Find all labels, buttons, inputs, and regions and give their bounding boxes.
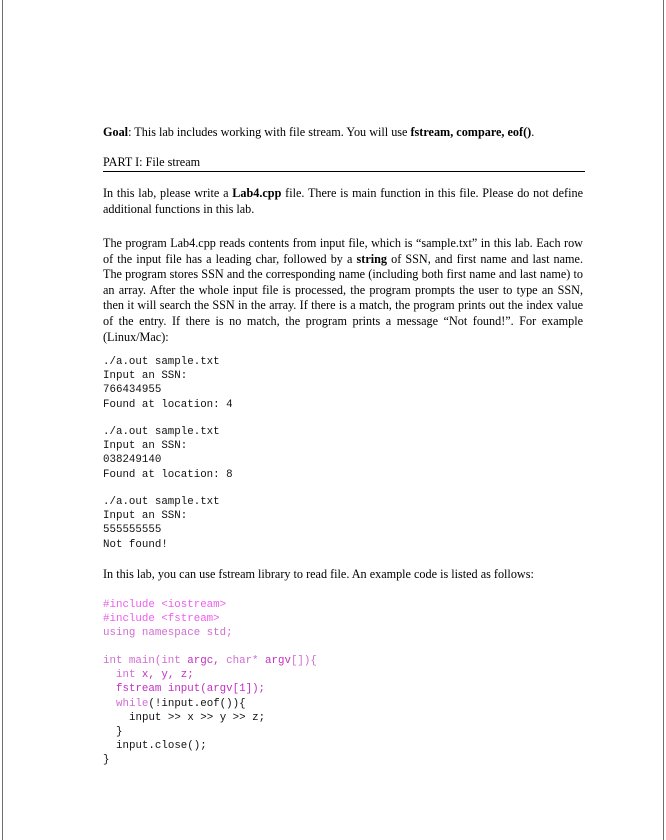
while-loop [103,697,317,711]
goal-bold-items: fstream, compare, eof() [410,125,532,139]
description-text: The program Lab4.cpp reads contents from input file, which is “sample.txt” in this lab. Each row of the input file has a leading char, followed by a [103,236,583,266]
include-iostream: #include <iostream> [103,599,227,611]
main-argv: argv [258,655,291,667]
example-prompt: Input an SSN: [103,510,188,523]
example-input: 555555555 [103,524,162,537]
goal-label: Goal [103,125,129,139]
fstream-type: fstream [116,683,162,696]
main-char-type: char* [226,655,259,667]
main-close-brace: } [103,754,110,767]
intro-paragraph [103,186,583,217]
intro-filename: Lab4.cpp [232,186,282,200]
intro-text-end: file. There is main function in this file. Please do not define additional functions in this lab. [103,186,583,216]
main-signature [103,654,317,668]
read-statement: input >> x >> y >> z; [129,711,266,724]
example-command: ./a.out sample.txt [103,426,220,438]
goal-line [103,125,583,140]
goal-period: . [531,125,535,139]
decl-vars: x, y, z; [135,669,194,682]
main-keyword: int main( [103,655,162,667]
example-result: Found at location: 8 [103,468,233,481]
main-argc: argc, [180,655,227,667]
section-divider [103,171,585,172]
code-includes [103,598,233,641]
while-keyword: while [116,697,149,710]
main-end: []){ [290,655,317,667]
example-input: 038249140 [103,454,162,467]
example-prompt: Input an SSN: [103,440,188,453]
example-command: ./a.out sample.txt [103,356,220,368]
example-command: ./a.out sample.txt [103,496,220,508]
example-output-3 [103,495,220,552]
example-prompt: Input an SSN: [103,370,188,383]
intro-text: In this lab, please write a [103,186,233,200]
example-output-1 [103,355,233,412]
section-heading: PART I: File stream [103,155,201,169]
description-paragraph [103,236,583,345]
main-int-type: int [161,655,181,667]
description-text-end: of SSN, and first name and last name. The program stores SSN and the corresponding name (including both first name and last name) to an array. After the whole input file is processed, the program prompts the user to type an SSN, then it will search the SSN in the array. If there is a match, the program prints out the index value of the entry. If there is no match, the program prints a message “Not found!”. For example (Linux/Mac): [103,251,583,344]
example-result: Not found! [103,538,168,551]
example-result: Found at location: 4 [103,398,233,411]
fstream-declaration [103,682,317,696]
fstream-note: In this lab, you can use fstream library to read file. An example code is listed as follows: [103,567,534,581]
var-declaration [103,668,317,682]
using-namespace: using namespace std; [103,627,233,640]
example-output-2 [103,425,233,482]
while-condition: (!input.eof()){ [148,697,246,710]
while-close-brace: } [116,725,123,738]
code-main [103,654,317,768]
close-statement: input.close(); [116,740,207,753]
decl-int: int [116,669,136,682]
fstream-decl: input(argv[1]); [161,683,266,696]
example-input: 766434955 [103,384,162,397]
goal-text: : This lab includes working with file stream. You will use [128,125,411,139]
document-page [2,0,664,840]
description-bold-string: string [356,251,387,266]
include-fstream: #include <fstream> [103,613,220,626]
